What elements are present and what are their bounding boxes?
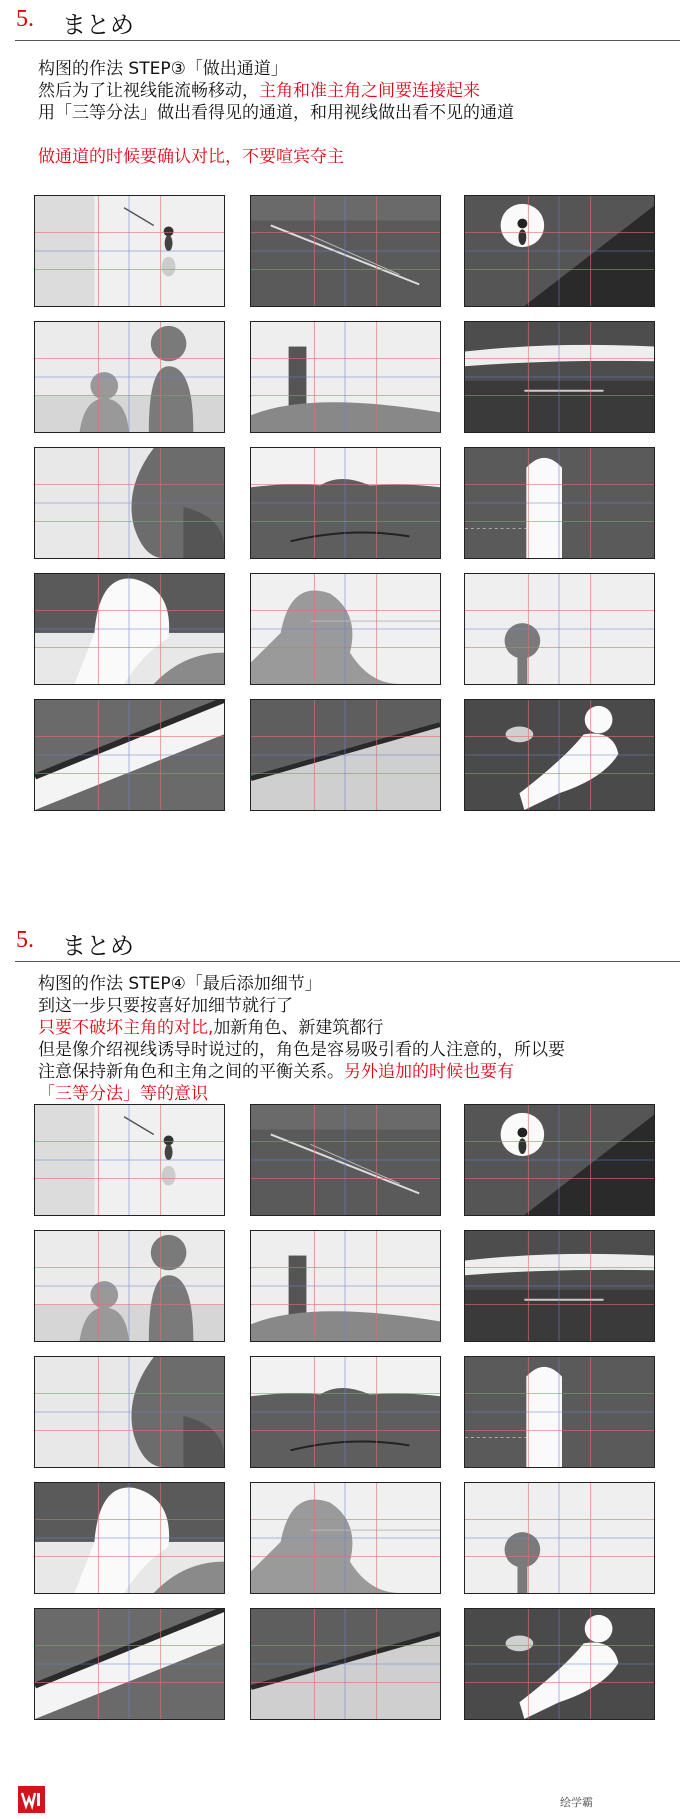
- thumbnail-rock-figure: [34, 1356, 225, 1468]
- text-line: [38, 58, 514, 80]
- thumbnail-white-figure-dark: [464, 447, 655, 559]
- text-run-highlight: 「三等分法」等的意识: [38, 1084, 208, 1104]
- text-run: 构图的作法 STEP③「做出通道」: [38, 59, 288, 79]
- thumbnail-diagonal-dark-2: [250, 699, 441, 811]
- section-text: [38, 973, 565, 1105]
- text-run-highlight: 主角和准主角之间要连接起来: [259, 81, 480, 101]
- footer-brand-text: 绘学霸: [560, 1796, 593, 1809]
- thumbnail-diagonal-dark: [34, 699, 225, 811]
- text-line: [38, 995, 565, 1017]
- text-line: [38, 973, 565, 995]
- thumbnail-sketch-arrow-figure: [34, 195, 225, 307]
- thumbnail-rock-figure: [34, 447, 225, 559]
- section-heading: まとめ: [62, 11, 134, 39]
- thumbnail-white-figure-dark-2: [34, 573, 225, 685]
- thumbnail-figure-dark-bg: [464, 699, 655, 811]
- section-number: 5.: [16, 6, 34, 32]
- text-run: 但是像介绍视线诱导时说过的，角色是容易吸引看的人注意的，所以要: [38, 1040, 565, 1060]
- thumbnail-moon-cliff: [464, 1104, 655, 1216]
- text-line: [38, 124, 514, 146]
- thumbnail-figure-dark-bg: [464, 1608, 655, 1720]
- thumbnail-tower-landscape: [250, 321, 441, 433]
- thumbnail-diagonal-dark-2: [250, 1608, 441, 1720]
- thumbnail-two-figures-light: [34, 321, 225, 433]
- thumbnail-white-figure-dark-2: [34, 1482, 225, 1594]
- thumbnail-field-hills: [250, 447, 441, 559]
- section-header: [0, 0, 690, 44]
- section-number: 5.: [16, 927, 34, 953]
- thumbnail-small-head-light: [464, 573, 655, 685]
- section-divider: [15, 961, 680, 962]
- section-heading: まとめ: [62, 932, 134, 960]
- text-run-highlight: 做通道的时候要确认对比，不要喧宾夺主: [38, 147, 344, 167]
- text-line: [38, 146, 514, 168]
- text-run: 然后为了让视线能流畅移动，: [38, 81, 259, 101]
- thumbnail-grey-figure-light: [250, 1482, 441, 1594]
- thumbnail-night-sea: [464, 321, 655, 433]
- thumbnail-grey-figure-light: [250, 573, 441, 685]
- text-run-highlight: 只要不破坏主角的对比,: [38, 1018, 214, 1038]
- thumbnail-white-figure-dark: [464, 1356, 655, 1468]
- thumbnail-small-head-light: [464, 1482, 655, 1594]
- brand-logo-icon: [18, 1786, 45, 1813]
- text-run: 用「三等分法」做出看得见的通道，和用视线做出看不见的通道: [38, 103, 514, 123]
- thumbnail-dark-splash: [250, 1104, 441, 1216]
- text-run: 注意保持新角色和主角之间的平衡关系。: [38, 1062, 344, 1082]
- thumbnail-moon-cliff: [464, 195, 655, 307]
- thumbnail-tower-landscape: [250, 1230, 441, 1342]
- text-line: [38, 1017, 565, 1039]
- text-line: [38, 1083, 565, 1105]
- text-line: [38, 80, 514, 102]
- thumbnail-diagonal-dark: [34, 1608, 225, 1720]
- text-line: [38, 1039, 565, 1061]
- thumbnail-sketch-arrow-figure: [34, 1104, 225, 1216]
- thumbnail-dark-splash: [250, 195, 441, 307]
- thumbnail-two-figures-light: [34, 1230, 225, 1342]
- text-run-highlight: 另外追加的时候也要有: [344, 1062, 514, 1082]
- thumbnail-field-hills: [250, 1356, 441, 1468]
- section-text: [38, 58, 514, 168]
- section-divider: [15, 40, 680, 41]
- text-run: 构图的作法 STEP④「最后添加细节」: [38, 974, 322, 994]
- text-line: [38, 1061, 565, 1083]
- text-line: [38, 102, 514, 124]
- section-header: [0, 921, 690, 965]
- thumbnail-night-sea: [464, 1230, 655, 1342]
- text-run: 加新角色、新建筑都行: [213, 1018, 384, 1038]
- text-run: 到这一步只要按喜好加细节就行了: [38, 996, 293, 1016]
